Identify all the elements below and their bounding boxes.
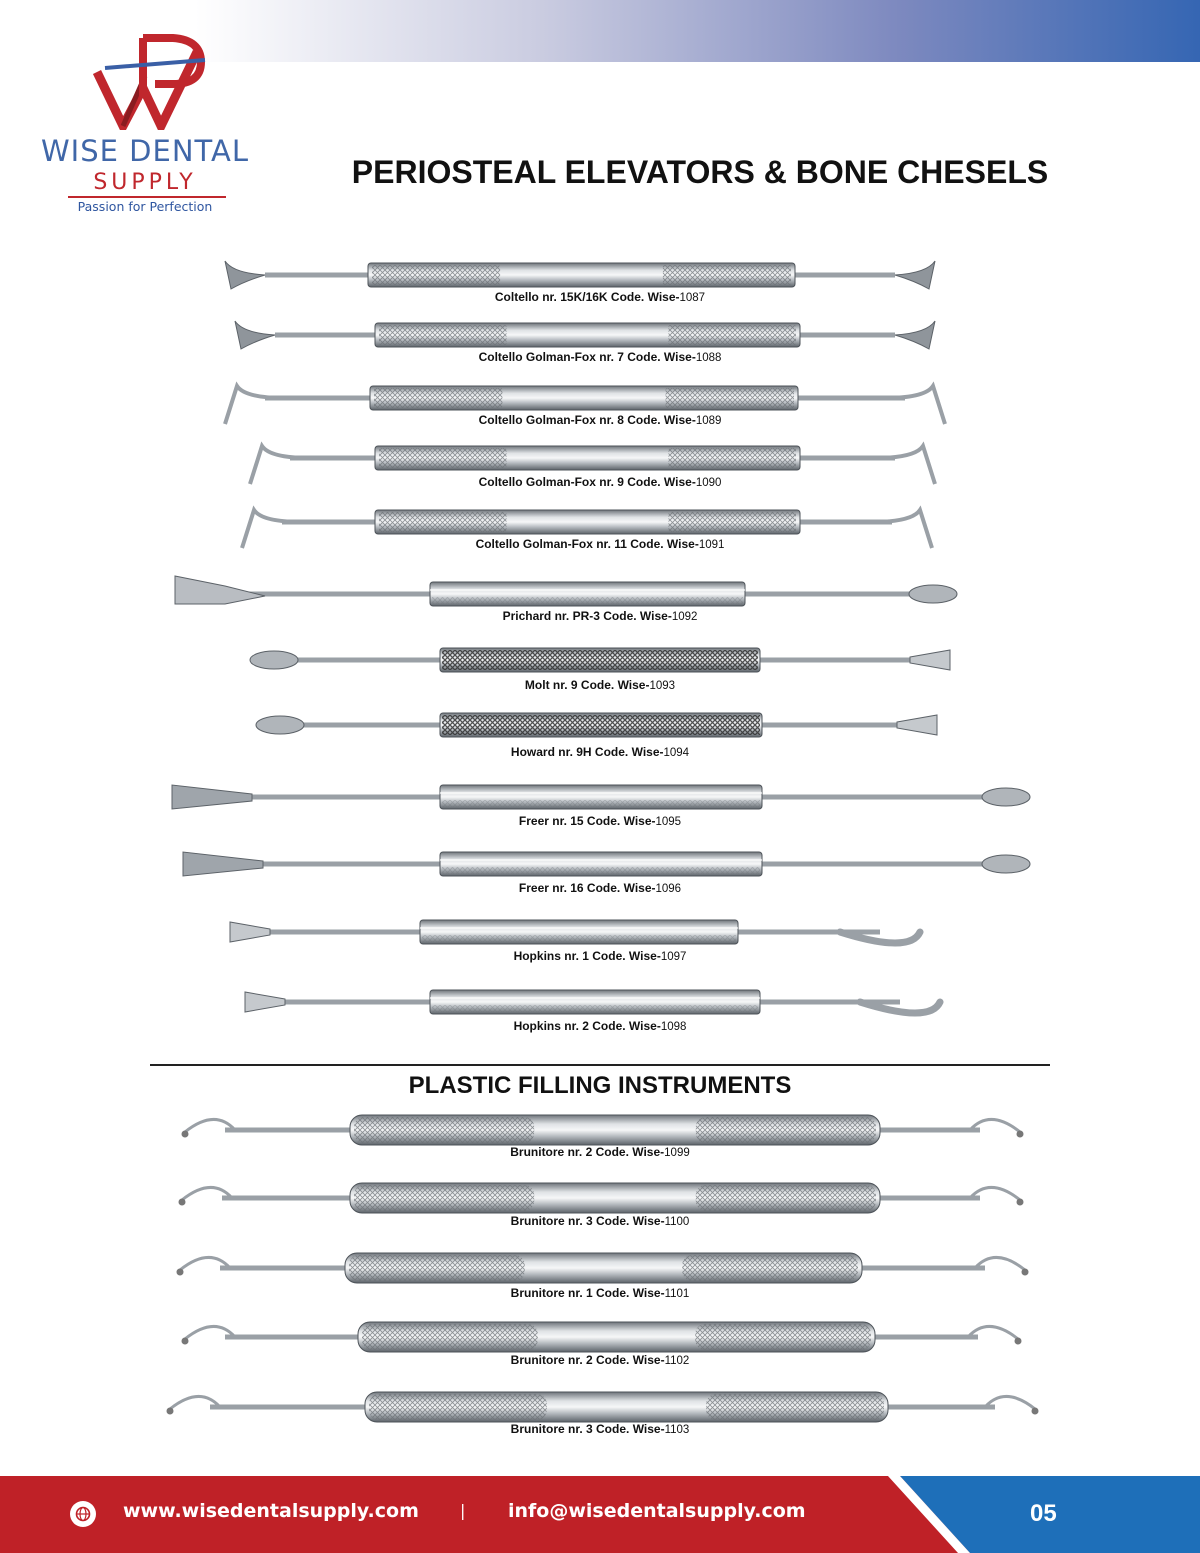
instrument-name: Coltello Golman-Fox nr. 11 Code. Wise-	[475, 537, 699, 551]
instrument-name: Brunitore nr. 3 Code. Wise-	[510, 1214, 665, 1228]
instrument-name: Prichard nr. PR-3 Code. Wise-	[502, 609, 672, 623]
instrument-name: Coltello nr. 15K/16K Code. Wise-	[494, 290, 680, 304]
brand-logo	[30, 30, 260, 220]
instrument-code: 1098	[660, 1021, 687, 1033]
page-number: 05	[1030, 1500, 1057, 1527]
instrument-code: 1089	[695, 415, 722, 427]
elevator-instrument-caption	[300, 537, 900, 551]
instrument-code: 1101	[664, 1288, 690, 1300]
footer-separator: |	[460, 1501, 466, 1520]
instrument-name: Freer nr. 16 Code. Wise-	[518, 881, 656, 895]
filling-instrument-caption	[300, 1214, 900, 1228]
section-divider	[150, 1064, 1050, 1066]
instrument-code: 1099	[664, 1147, 690, 1159]
brand-subname: SUPPLY	[93, 170, 197, 195]
instrument-code: 1090	[695, 477, 722, 489]
wd-monogram-icon	[85, 30, 225, 130]
instrument-name: Hopkins nr. 2 Code. Wise-	[513, 1019, 661, 1033]
brand-tagline: Passion for Perfection	[77, 199, 213, 214]
instrument-code: 1097	[660, 951, 687, 963]
instrument-code: 1102	[664, 1355, 690, 1367]
instrument-code: 1103	[664, 1424, 690, 1436]
elevator-instrument-caption	[300, 949, 900, 963]
instrument-code: 1095	[655, 816, 682, 828]
brand-underline	[68, 196, 226, 198]
instrument-name: Howard nr. 9H Code. Wise-	[510, 745, 664, 759]
instrument-name: Brunitore nr. 3 Code. Wise-	[510, 1422, 665, 1436]
instrument-code: 1096	[655, 883, 682, 895]
instrument-code: 1093	[649, 680, 676, 692]
filling-instrument-caption	[300, 1145, 900, 1159]
header-gradient-band	[195, 0, 1200, 62]
instrument-name: Freer nr. 15 Code. Wise-	[518, 814, 656, 828]
instrument-name: Brunitore nr. 2 Code. Wise-	[510, 1145, 665, 1159]
instrument-name: Hopkins nr. 1 Code. Wise-	[513, 949, 661, 963]
section-title-plastic-filling: PLASTIC FILLING INSTRUMENTS	[408, 1072, 792, 1099]
footer-website-link[interactable]: www.wisedentalsupply.com	[123, 1500, 419, 1522]
instrument-code: 1087	[679, 292, 706, 304]
instrument-code: 1091	[698, 539, 725, 551]
brand-name: WISE DENTAL	[41, 134, 249, 168]
globe-icon	[70, 1501, 96, 1527]
instrument-name: Coltello Golman-Fox nr. 7 Code. Wise-	[478, 350, 696, 364]
elevator-instrument-caption	[300, 1019, 900, 1033]
filling-instrument-caption	[300, 1353, 900, 1367]
footer-email-link[interactable]: info@wisedentalsupply.com	[508, 1500, 806, 1522]
instrument-code: 1100	[664, 1216, 690, 1228]
instrument-name: Brunitore nr. 1 Code. Wise-	[510, 1286, 665, 1300]
instrument-name: Coltello Golman-Fox nr. 8 Code. Wise-	[478, 413, 696, 427]
instrument-name: Molt nr. 9 Code. Wise-	[524, 678, 650, 692]
instrument-name: Brunitore nr. 2 Code. Wise-	[510, 1353, 665, 1367]
page-title: PERIOSTEAL ELEVATORS & BONE CHESELS	[351, 154, 1049, 190]
page-footer	[0, 1476, 1200, 1553]
instrument-code: 1094	[663, 747, 690, 759]
instrument-code: 1092	[671, 611, 698, 623]
instrument-name: Coltello Golman-Fox nr. 9 Code. Wise-	[478, 475, 696, 489]
instrument-code: 1088	[695, 352, 722, 364]
filling-instrument-caption	[300, 1422, 900, 1436]
